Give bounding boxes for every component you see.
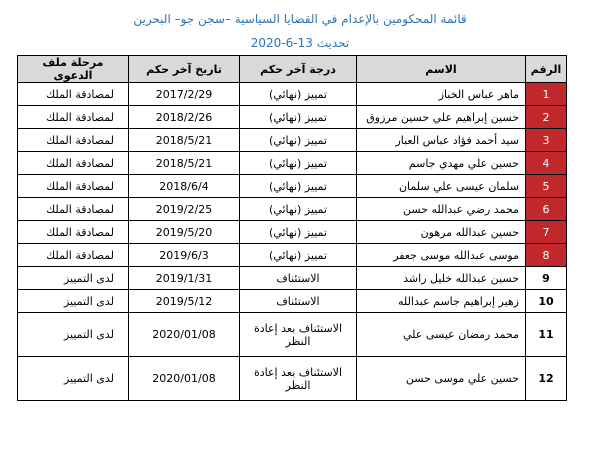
row-name: حسين عبدالله مرهون — [357, 221, 526, 244]
row-degree: تمييز (نهائي) — [240, 106, 357, 129]
row-degree: الاستئناف — [240, 267, 357, 290]
row-name: محمد رمضان عيسى علي — [357, 313, 526, 357]
row-date: 2018/5/21 — [129, 129, 240, 152]
row-stage: لمصادقة الملك — [18, 129, 129, 152]
row-date: 2019/1/31 — [129, 267, 240, 290]
row-number: 9 — [526, 267, 567, 290]
row-stage: لمصادقة الملك — [18, 83, 129, 106]
row-number: 12 — [526, 357, 567, 401]
row-degree: تمييز (نهائي) — [240, 129, 357, 152]
row-stage: لمصادقة الملك — [18, 198, 129, 221]
table-row — [18, 267, 567, 290]
table-row — [18, 313, 567, 357]
header-name: الاسم — [357, 56, 526, 83]
row-name: حسين علي موسى حسن — [357, 357, 526, 401]
update-date: تحديث 13-6-2020 — [250, 36, 350, 50]
table-row — [18, 129, 567, 152]
row-stage: لمصادقة الملك — [18, 106, 129, 129]
row-name: ماهر عباس الخباز — [357, 83, 526, 106]
row-date: 2018/5/21 — [129, 152, 240, 175]
row-degree: تمييز (نهائي) — [240, 221, 357, 244]
row-name: محمد رضي عبدالله حسن — [357, 198, 526, 221]
row-name: سيد أحمد فؤاد عباس العبار — [357, 129, 526, 152]
row-name: حسين علي مهدي جاسم — [357, 152, 526, 175]
row-degree: تمييز (نهائي) — [240, 244, 357, 267]
row-number: 3 — [526, 129, 567, 152]
row-degree: تمييز (نهائي) — [240, 152, 357, 175]
row-number: 7 — [526, 221, 567, 244]
row-date: 2017/2/29 — [129, 83, 240, 106]
row-name: حسين إبراهيم علي حسين مرزوق — [357, 106, 526, 129]
row-number: 2 — [526, 106, 567, 129]
table-row — [18, 83, 567, 106]
row-number: 8 — [526, 244, 567, 267]
header-num: الرقم — [526, 56, 567, 83]
row-degree: الاستئناف بعد إعادة النظر — [240, 313, 357, 357]
row-number: 10 — [526, 290, 567, 313]
header-date: تاريخ آخر حكم — [129, 56, 240, 83]
row-stage: لمصادقة الملك — [18, 221, 129, 244]
row-date: 2019/2/25 — [129, 198, 240, 221]
row-name: زهير إبراهيم جاسم عبدالله — [357, 290, 526, 313]
row-stage: لدى التمييز — [18, 290, 129, 313]
row-number: 4 — [526, 152, 567, 175]
row-stage: لدى التمييز — [18, 357, 129, 401]
row-date: 2019/5/12 — [129, 290, 240, 313]
row-degree: الاستئناف بعد إعادة النظر — [240, 357, 357, 401]
row-degree: تمييز (نهائي) — [240, 175, 357, 198]
header-degree: درجة آخر حكم — [240, 56, 357, 83]
row-number: 11 — [526, 313, 567, 357]
row-name: سلمان عيسى علي سلمان — [357, 175, 526, 198]
table-row — [18, 290, 567, 313]
table-header-row — [18, 56, 567, 83]
row-number: 1 — [526, 83, 567, 106]
table-row — [18, 106, 567, 129]
row-date: 2019/6/3 — [129, 244, 240, 267]
row-name: حسين عبدالله خليل راشد — [357, 267, 526, 290]
document-title: قائمة المحكومين بالإعدام في القضايا السياسية –سجن جو– البحرين — [133, 12, 467, 26]
row-date: 2018/2/26 — [129, 106, 240, 129]
row-stage: لمصادقة الملك — [18, 152, 129, 175]
row-stage: لمصادقة الملك — [18, 244, 129, 267]
row-name: موسى عبدالله موسى جعفر — [357, 244, 526, 267]
row-date: 2019/5/20 — [129, 221, 240, 244]
row-number: 6 — [526, 198, 567, 221]
row-date: 2020/01/08 — [129, 313, 240, 357]
table-row — [18, 175, 567, 198]
row-degree: تمييز (نهائي) — [240, 198, 357, 221]
table-row — [18, 221, 567, 244]
death-row-table — [17, 55, 567, 401]
row-number: 5 — [526, 175, 567, 198]
table-row — [18, 152, 567, 175]
table-row — [18, 357, 567, 401]
row-stage: لمصادقة الملك — [18, 175, 129, 198]
row-degree: تمييز (نهائي) — [240, 83, 357, 106]
row-degree: الاستئناف — [240, 290, 357, 313]
row-date: 2018/6/4 — [129, 175, 240, 198]
table-row — [18, 244, 567, 267]
table-row — [18, 198, 567, 221]
row-date: 2020/01/08 — [129, 357, 240, 401]
row-stage: لدى التمييز — [18, 267, 129, 290]
header-stage: مرحلة ملف الدعوى — [18, 56, 129, 83]
row-stage: لدى التمييز — [18, 313, 129, 357]
